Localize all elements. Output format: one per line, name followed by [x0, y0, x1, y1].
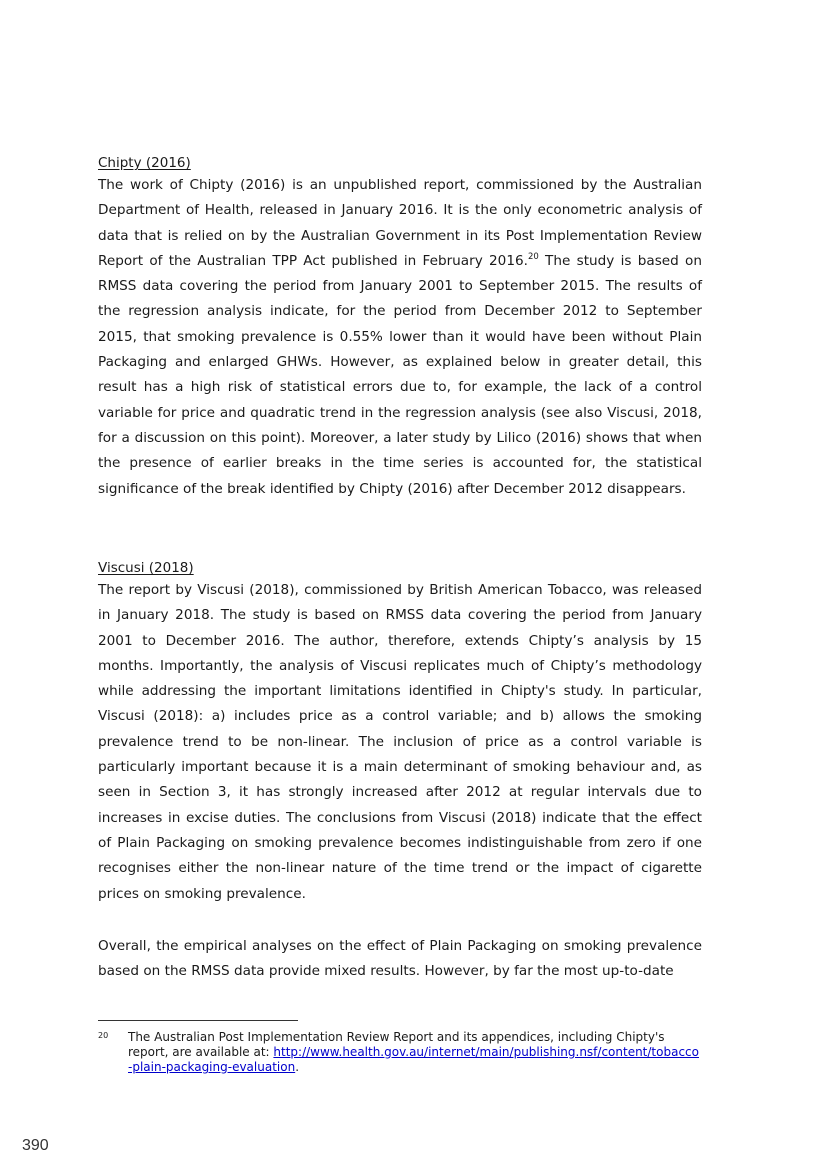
footnote-reference[interactable]: 20	[527, 251, 539, 262]
footnote-body	[128, 1030, 702, 1075]
page-number: 390	[22, 1137, 49, 1154]
section-chipty	[98, 154, 702, 502]
section-viscusi	[98, 559, 702, 907]
footnote	[98, 1030, 702, 1075]
section-heading-viscusi: Viscusi (2018)	[98, 560, 194, 576]
section-heading-chipty: Chipty (2016)	[98, 155, 191, 171]
footnote-end: .	[295, 1060, 300, 1074]
paragraph-chipty	[98, 173, 702, 502]
paragraph-chipty-text-b: The study is based on RMSS data covering the period from January 2001 to September 2015. The results of the regression analysis indicate, for the period from December 2012 to September 2015, that smoking prevalence is 0.55% lower than it would have been without Plain Packaging and enlarged GHWs. However, as explained below in greater detail, this result has a high risk of statistical errors due to, for example, the lack of a control variable for price and quadratic trend in the regression analysis (see also Viscusi, 2018, for a discussion on this point). Moreover, a later study by Lilico (2016) shows that when the presence of earlier breaks in the time series is accounted for, the statistical significance of the break identified by Chipty (2016) after December 2012 disappears.	[98, 252, 702, 497]
footnote-text: The Australian Post Implementation Review Report and its appendices, including Chipty's report, are available at:	[128, 1030, 665, 1059]
footnote-divider	[98, 1020, 298, 1021]
footnote-link[interactable]: http://www.health.gov.au/internet/main/publishing.nsf/content/tobacco-plain-packaging-evaluation	[128, 1045, 699, 1074]
paragraph-viscusi: The report by Viscusi (2018), commissioned by British American Tobacco, was released in January 2018. The study is based on RMSS data covering the period from January 2001 to December 2016. The author, therefore, extends Chipty’s analysis by 15 months. Importantly, the analysis of Viscusi replicates much of Chipty’s methodology while addressing the important limitations identified in Chipty's study. In particular, Viscusi (2018): a) includes price as a control variable; and b) allows the smoking prevalence trend to be non-linear. The inclusion of price as a control variable is particularly important because it is a main determinant of smoking behaviour and, as seen in Section 3, it has strongly increased after 2012 at regular intervals due to increases in excise duties. The conclusions from Viscusi (2018) indicate that the effect of Plain Packaging on smoking prevalence becomes indistinguishable from zero if one recognises either the non-linear nature of the time trend or the impact of cigarette prices on smoking prevalence.	[98, 582, 702, 902]
paragraph-chipty-text-a: The work of Chipty (2016) is an unpublished report, commissioned by the Australian Department of Health, released in January 2016. It is the only econometric analysis of data that is relied on by the Australian Government in its Post Implementation Review Report of the Australian TPP Act published in February 2016.	[98, 177, 702, 269]
section-overall	[98, 934, 702, 985]
footnote-number: 20	[98, 1031, 109, 1040]
paragraph-overall: Overall, the empirical analyses on the effect of Plain Packaging on smoking prevalence based on the RMSS data provide mixed results. However, by far the most up-to-date	[98, 938, 702, 980]
